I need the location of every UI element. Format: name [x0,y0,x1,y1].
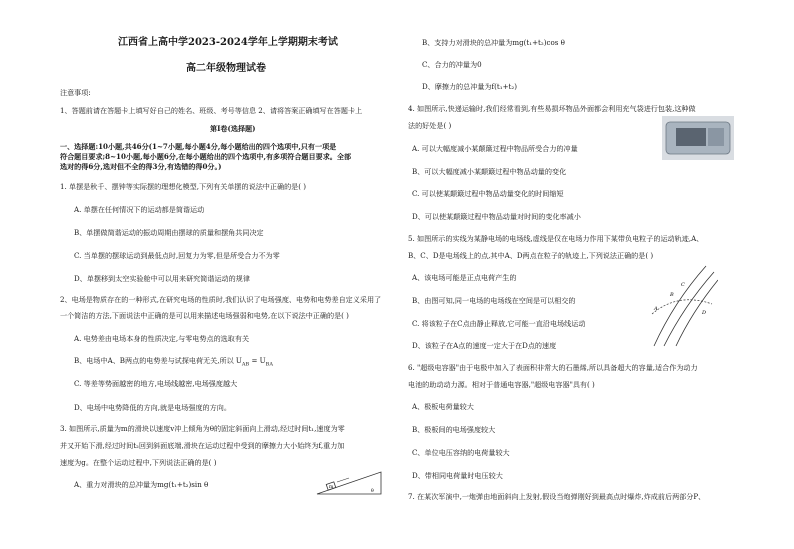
rule-line-3: 选对的得6分,选对但不全的得3分,有选错的得0分。) [60,162,222,171]
label-angle: θ [371,489,374,494]
velocity-arrow [337,478,349,482]
label-b: B [670,292,674,298]
field-line-1 [654,266,706,346]
label-a: A [654,306,658,312]
field-line-3 [676,280,718,346]
q4-line-2: 法的好处是( ) [408,121,452,130]
q2-option-d: D、电场中电势降低的方向,就是电场强度的方向。 [74,403,231,412]
electric-field-figure [648,264,718,348]
q6-option-a: A、极板电荷量较大 [412,402,474,411]
q5-option-c: C. 将该粒子在C点由静止释放,它可能一直沿电场线运动 [412,319,586,328]
field-line-2 [664,272,714,346]
q2-stem-2: 一个简洁的方法,下面说法中正确的是可以用来描述电场强弱和电势,在以下说法中正确的是( ) [60,311,349,320]
q4-line-1: 4. 如图所示,快递运输时,我们经常看到,有些易损坏物品外面都会利用充气袋进行包装,这种做 [408,104,696,113]
incline-figure [315,468,385,496]
notes-line-1: 1、答题前请在答题卡上填写好自己的姓名、班级、考号等信息 2、请将答案正确填写在答题卡上 [60,106,363,115]
airbag-package-image [662,116,734,160]
q3-option-c: C、合力的冲量为0 [422,60,482,69]
rule-line-2: 符合题目要求;8~10小题,每小题6分,在每小题给出的四个选项中,有多项符合题目要求。全部 [60,152,352,161]
q5-line-2: B、C、D是电场线上的点,其中A、D两点在粒子的轨迹上,下列说法正确的是( ) [408,251,654,260]
q3-option-b: B、支持力对滑块的总冲量为mg(t₁+t₂)cos θ [422,38,565,47]
q7-line-1: 7. 在某次军演中,一炮弹由地面斜向上发射,假设当炮弹刚好到最高点时爆炸,炸成前后两部分P、 [408,492,706,501]
q4-option-d: D、可以使某颠簸过程中物品动量对时间的变化率减小 [412,212,581,221]
q3-option-d: D、摩擦力的总冲量为f(t₁+t₂) [422,82,518,91]
q5-line-1: 5. 如图所示的实线为某静电场的电场线,虚线是仅在电场力作用下某带负电粒子的运动轨迹,A、 [408,234,704,243]
q2-option-a: A. 电势差由电场本身的性质决定,与零电势点的选取有关 [74,334,250,343]
q2-option-c: C. 等差等势面越密的地方,电场线越密,电场强度越大 [74,379,238,388]
q3-line-2: 并又开始下滑,经过时间t₂回到斜面底端,滑块在运动过程中受到的摩擦力大小始终为f,重力加 [60,441,345,450]
q2-option-b: B、电场中A、B两点的电势差与试探电荷无关,所以 $U_{AB} = U_{BA}$ [74,356,273,368]
q6-line-2: 电池的助动动力源。相对于普通电容器,"超级电容器"具有( ) [408,380,595,389]
q4-option-b: B、可以大幅度减小某颠簸过程中物品动量的变化 [412,167,567,176]
rule-line-1: 一、选择题:10小题,共46分(1~7小题,每小题4分,每小题给出的四个选项中,只有一项是 [60,142,337,151]
q3-line-1: 3. 如图所示,质量为m的滑块以速度v冲上倾角为θ的固定斜面向上滑动,经过时间t₁,速度为零 [60,424,345,433]
q5-option-a: A、该电场可能是正点电荷产生的 [412,273,517,282]
q5-option-d: D、该粒子在A点的速度一定大于在D点的速度 [412,341,557,350]
q1-option-c: C. 当单摆的摆球运动到最低点时,回复力为零,但是所受合力不为零 [74,251,280,260]
q1-option-b: B、单摆做简谐运动的振动周期由摆球的质量和摆角共同决定 [74,228,264,237]
q6-option-d: D、带相同电荷量时电压较大 [412,471,503,480]
q5-option-b: B、由图可知,同一电场的电场线在空间是可以相交的 [412,296,576,305]
q1-option-a: A. 单摆在任何情况下的运动都是简谐运动 [74,205,205,214]
label-mass: m [329,485,334,490]
q4-option-a: A. 可以大幅度减小某颠簸过程中物品所受合力的冲量 [412,144,578,153]
q1-option-d: D、单摆移到太空实验舱中可以用来研究简谐运动的规律 [74,274,250,283]
q6-line-1: 6. "超级电容器"由于电极中加入了表面积非常大的石墨烯,所以具备超大的容量,适合作为动力 [408,363,698,372]
label-c: C [681,282,685,288]
q6-option-b: B、极板间的电场强度较大 [412,425,496,434]
q2-stem-1: 2、电场是物质存在的一种形式,在研究电场的性质时,我们认识了电场强度、电势和电势差自定义采用了 [60,295,382,304]
q4-option-c: C. 可以使某颠簸过程中物品动量变化的时间缩短 [412,189,564,198]
part-title: 第Ⅰ卷(选择题) [210,124,256,133]
q3-option-a: A、重力对滑块的总冲量为mg(t₁+t₂)sin θ [74,480,209,489]
q3-line-3: 速度为g。在整个运动过程中,下列说法正确的是( ) [60,458,217,467]
product-box [676,128,706,146]
exam-subtitle: 高二年级物理试卷 [186,63,266,74]
label-d: D [702,310,707,316]
q6-option-c: C、单位电压容纳的电荷量较大 [412,448,510,457]
product-side [708,128,724,146]
notes-heading: 注意事项: [60,88,91,97]
q1-stem: 1. 单摆是秋千、摆钟等实际摆的理想化模型,下列有关单摆的说法中正确的是( ) [60,182,307,191]
exam-title: 江西省上高中学2023-2024学年上学期期末考试 [118,37,338,48]
